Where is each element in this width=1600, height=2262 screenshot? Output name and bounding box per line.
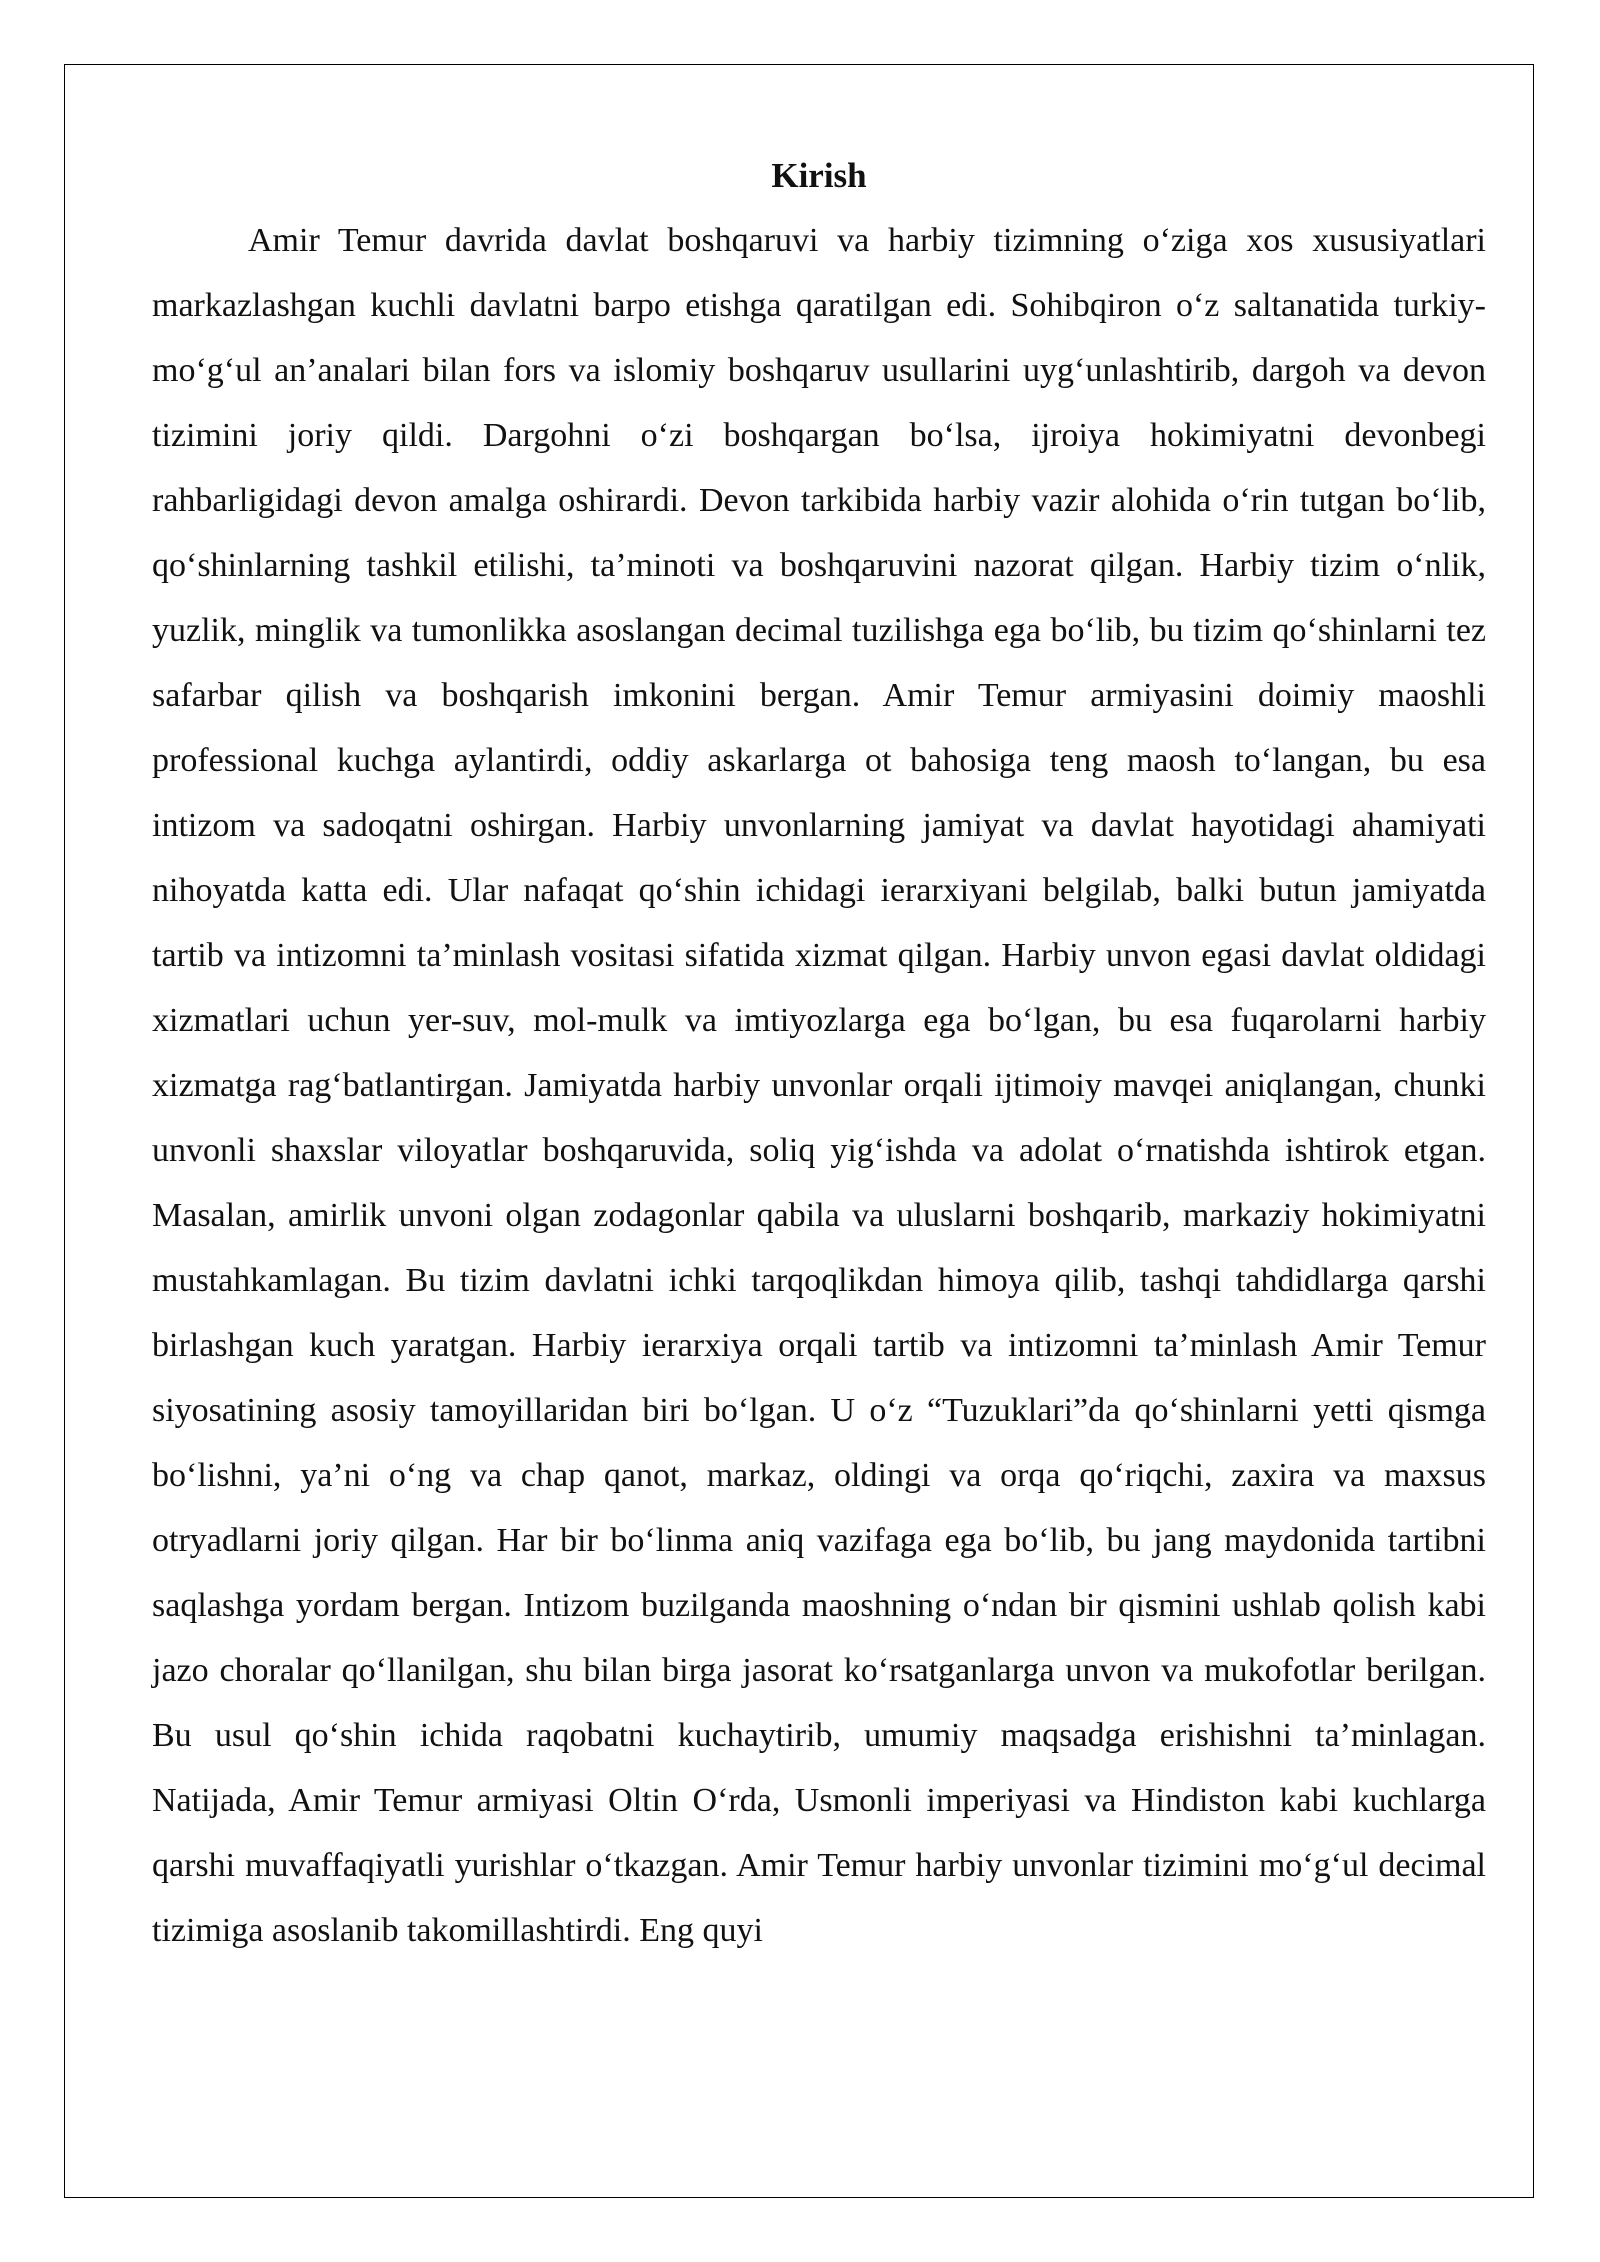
body-paragraph: Amir Temur davrida davlat boshqaruvi va harbiy tizimning o‘ziga xos xususiyatlari markazlashgan kuchli davlatni barpo etishga qaratilgan edi. Sohibqiron o‘z saltanatida turkiy-mo‘g‘ul an’analari bilan fors va islomiy boshqaruv usullarini uyg‘unlashtirib, dargoh va devon tizimini joriy qildi. Dargohni o‘zi boshqargan bo‘lsa, ijroiya hokimiyatni devonbegi rahbarligidagi devon amalga oshirardi. Devon tarkibida harbiy vazir alohida o‘rin tutgan bo‘lib, qo‘shinlarning tashkil etilishi, ta’minoti va boshqaruvini nazorat qilgan. Harbiy tizim o‘nlik, yuzlik, minglik va tumonlikka asoslangan decimal tuzilishga ega bo‘lib, bu tizim qo‘shinlarni tez safarbar qilish va boshqarish imkonini bergan. Amir Temur armiyasini doimiy maoshli professional kuchga aylantirdi, oddiy askarlarga ot bahosiga teng maosh to‘langan, bu esa intizom va sadoqatni oshirgan. Harbiy unvonlarning jamiyat va davlat hayotidagi ahamiyati nihoyatda katta edi. Ular nafaqat qo‘shin ichidagi ierarxiyani belgilab, balki butun jamiyatda tartib va intizomni ta’minlash vositasi sifatida xizmat qilgan. Harbiy unvon egasi davlat oldidagi xizmatlari uchun yer-suv, mol-mulk va imtiyozlarga ega bo‘lgan, bu esa fuqarolarni harbiy xizmatga rag‘batlantirgan. Jamiyatda harbiy unvonlar orqali ijtimoiy mavqei aniqlangan, chunki unvonli shaxslar viloyatlar boshqaruvida, soliq yig‘ishda va adolat o‘rnatishda ishtirok etgan. Masalan, amirlik unvoni olgan zodagonlar qabila va uluslarni boshqarib, markaziy hokimiyatni mustahkamlagan. Bu tizim davlatni ichki tarqoqlikdan himoya qilib, tashqi tahdidlarga qarshi birlashgan kuch yaratgan. Harbiy ierarxiya orqali tartib va intizomni ta’minlash Amir Temur siyosatining asosiy tamoyillaridan biri bo‘lgan. U o‘z “Tuzuklari”da qo‘shinlarni yetti qismga bo‘lishni, ya’ni o‘ng va chap qanot, markaz, oldingi va orqa qo‘riqchi, zaxira va maxsus otryadlarni joriy qilgan. Har bir bo‘linma aniq vazifaga ega bo‘lib, bu jang maydonida tartibni saqlashga yordam bergan. Intizom buzilganda maoshning o‘ndan bir qismini ushlab qolish kabi jazo choralar qo‘llanilgan, shu bilan birga jasorat ko‘rsatganlarga unvon va mukofotlar berilgan. Bu usul qo‘shin ichida raqobatni kuchaytirib, umumiy maqsadga erishishni ta’minlagan. Natijada, Amir Temur armiyasi Oltin O‘rda, Usmonli imperiyasi va Hindiston kabi kuchlarga qarshi muvaffaqiyatli yurishlar o‘tkazgan. Amir Temur harbiy unvonlar tizimini mo‘g‘ul decimal tizimiga asoslanib takomillashtirdi. Eng quyi — [152, 222, 1486, 1949]
document-title: Kirish — [771, 156, 867, 195]
document-content — [152, 144, 1486, 1963]
